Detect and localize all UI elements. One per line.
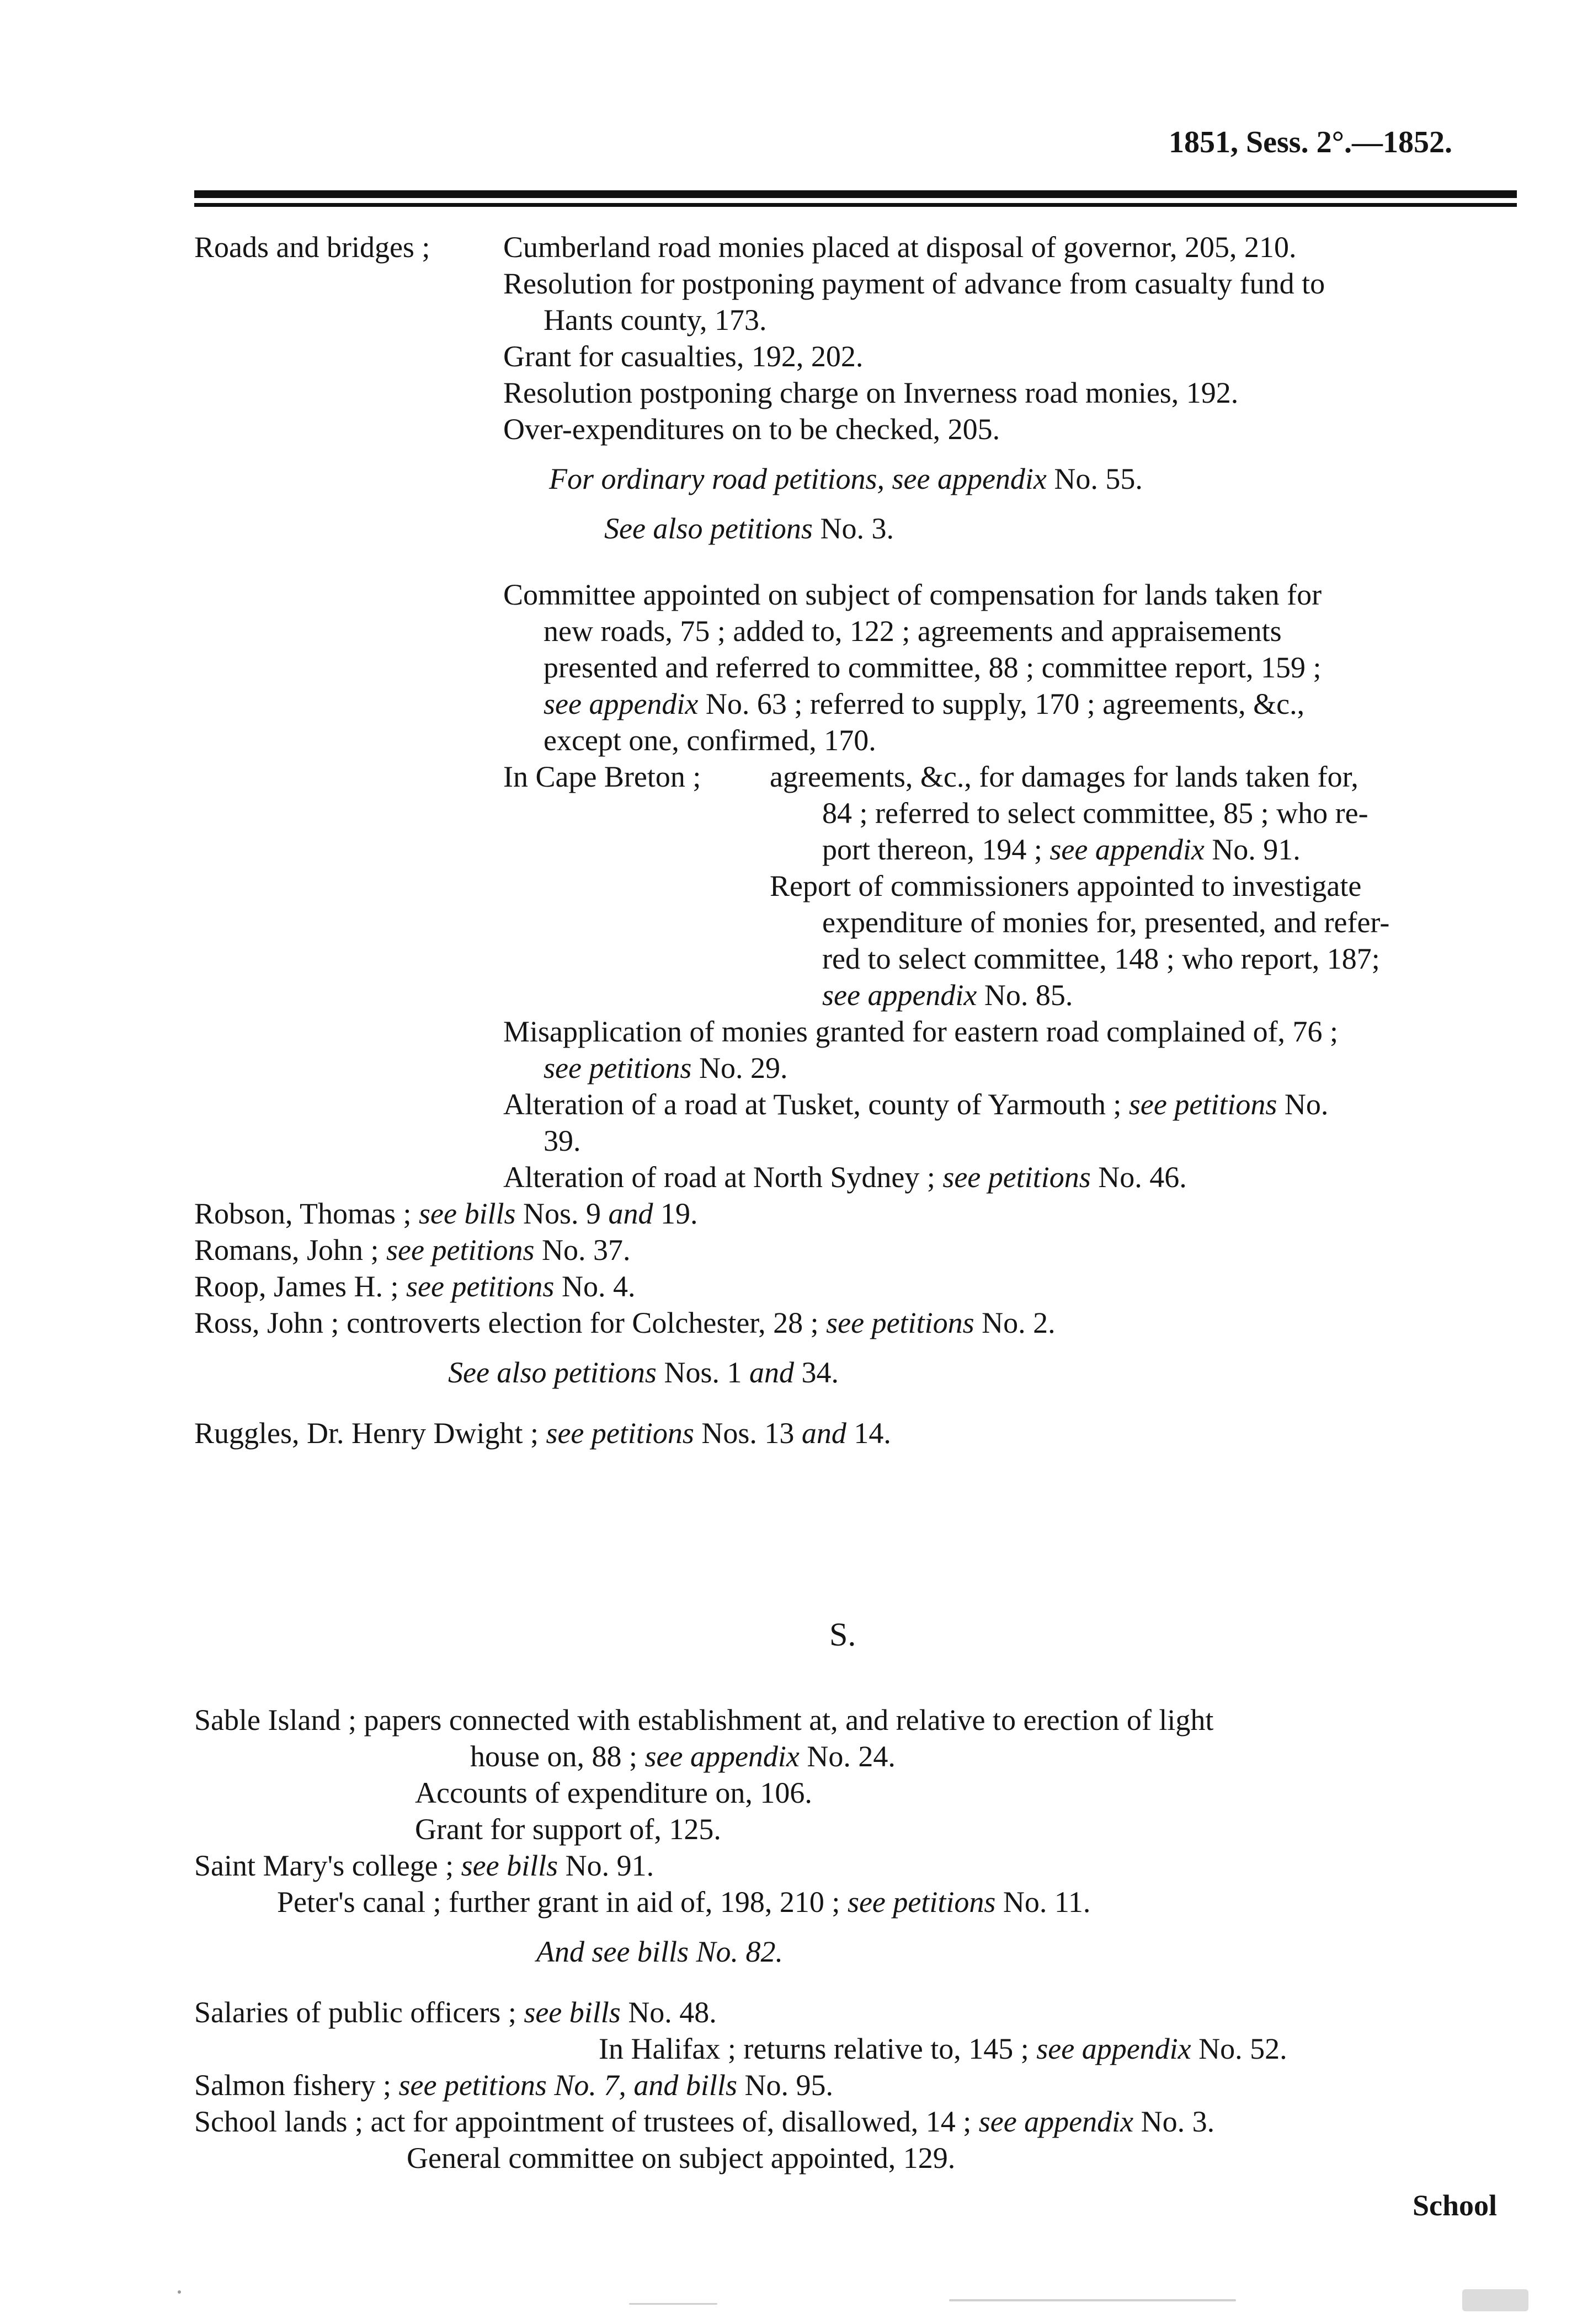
sable-l2-num: No. 24.: [799, 1740, 896, 1773]
entry-committee-l4: [544, 686, 1304, 722]
entry-resolution-inverness: Resolution postponing charge on Inverness road monies, 192.: [503, 376, 1239, 409]
romans-num: No. 37.: [534, 1233, 631, 1267]
entry-roads-heading: Roads and bridges ;: [194, 231, 430, 264]
entry-salaries: [194, 1994, 717, 2031]
entry-misapplication-l2: [544, 1050, 787, 1086]
ross-num: No. 2.: [974, 1306, 1056, 1339]
entry-general-committee: General committee on subject appointed, 129.: [407, 2141, 956, 2175]
ruggles-num2: 14.: [846, 1417, 891, 1450]
section-letter: S.: [829, 1616, 856, 1653]
north-sydney-italic: see petitions: [942, 1161, 1091, 1194]
entry-committee-l3: presented and referred to committee, 88 ; committee report, 159 ;: [544, 651, 1322, 684]
entry-salmon: [194, 2067, 833, 2103]
entry-ruggles: [194, 1415, 891, 1451]
entry-robson: [194, 1195, 698, 1232]
misapplication-l2-italic: see petitions: [544, 1051, 692, 1084]
roop-italic: see petitions: [406, 1270, 555, 1303]
ruggles-and: and: [801, 1417, 846, 1450]
entry-committee-l1: Committee appointed on subject of compensation for lands taken for: [503, 578, 1322, 611]
entry-cape-breton-r2: expenditure of monies for, presented, and refer-: [822, 906, 1390, 939]
ross-text: Ross, John ; controverts election for Colchester, 28 ;: [194, 1306, 827, 1339]
see-also-3-num: No. 3.: [812, 512, 894, 545]
entry-resolution-casualty: Resolution for postponing payment of advance from casualty fund to: [503, 267, 1325, 300]
robson-italic: see bills: [419, 1197, 516, 1230]
north-sydney-num: No. 46.: [1090, 1161, 1187, 1194]
salaries-num: No. 48.: [620, 1996, 717, 2029]
ordinary-petitions-num: No. 55.: [1046, 462, 1143, 495]
entry-peters-canal: [277, 1884, 1090, 1920]
ross-see-also-num: Nos. 1: [656, 1356, 749, 1389]
ruggles-text: Ruggles, Dr. Henry Dwight ;: [194, 1417, 546, 1450]
entry-cape-breton-r4: [822, 977, 1073, 1013]
entry-misapplication-l1: Misapplication of monies granted for eastern road complained of, 76 ;: [503, 1015, 1339, 1048]
robson-num: Nos. 9: [515, 1197, 609, 1230]
entry-cape-breton-l2: 84 ; referred to select committee, 85 ; who re-: [822, 797, 1368, 830]
scan-speck: [1462, 2289, 1528, 2311]
romans-italic: see petitions: [386, 1233, 535, 1267]
scan-speck: [629, 2303, 717, 2305]
robson-text: Robson, Thomas ;: [194, 1197, 419, 1230]
ross-see-also-and: and: [749, 1356, 794, 1389]
ruggles-italic: see petitions: [546, 1417, 694, 1450]
running-head: 1851, Sess. 2°.—1852.: [1169, 125, 1452, 159]
roop-text: Roop, James H. ;: [194, 1270, 406, 1303]
entry-saint-marys: [194, 1847, 654, 1884]
peters-canal-text: Peter's canal ; further grant in aid of, 198, 210 ;: [277, 1885, 848, 1919]
entry-cape-breton-l3: [822, 831, 1301, 868]
cape-breton-r4-num: No. 85.: [977, 979, 1073, 1012]
sable-l2-text: house on, 88 ;: [470, 1740, 645, 1773]
entry-sable-l1: Sable Island ; papers connected with establishment at, and relative to erection of light: [194, 1703, 1214, 1737]
north-sydney-text: Alteration of road at North Sydney ;: [503, 1161, 943, 1194]
entry-cape-breton-l1: agreements, &c., for damages for lands taken for,: [770, 760, 1358, 793]
entry-roop: [194, 1268, 635, 1305]
entry-committee-l2: new roads, 75 ; added to, 122 ; agreements and appraisements: [544, 615, 1282, 648]
entry-and-see-bills: And see bills No. 82.: [536, 1935, 783, 1968]
entry-sable-l4: Grant for support of, 125.: [415, 1813, 721, 1846]
salaries-text: Salaries of public officers ;: [194, 1996, 524, 2029]
salmon-num: No. 95.: [737, 2069, 833, 2102]
cape-breton-l3-italic: see appendix: [1049, 833, 1205, 866]
halifax-italic: see appendix: [1036, 2032, 1191, 2065]
tusket-l1-italic: see petitions: [1128, 1088, 1277, 1121]
entry-ordinary-petitions: [549, 461, 1143, 497]
tusket-l1-text: Alteration of a road at Tusket, county of Yarmouth ;: [503, 1088, 1129, 1121]
school-lands-text: School lands ; act for appointment of trustees of, disallowed, 14 ;: [194, 2105, 979, 2138]
entry-north-sydney: [503, 1159, 1187, 1195]
entry-romans: [194, 1232, 630, 1268]
robson-and: and: [608, 1197, 653, 1230]
tusket-l1-num: No.: [1277, 1088, 1329, 1121]
entry-grant-casualties: Grant for casualties, 192, 202.: [503, 340, 864, 373]
ross-see-also-num2: 34.: [793, 1356, 839, 1389]
robson-num2: 19.: [653, 1197, 698, 1230]
header-rule-thin: [194, 203, 1517, 207]
see-also-3-italic: See also petitions: [604, 512, 813, 545]
header-rule-thick: [194, 190, 1517, 198]
committee-l4-text: No. 63 ; referred to supply, 170 ; agreements, &c.,: [698, 687, 1305, 720]
halifax-text: In Halifax ; returns relative to, 145 ;: [599, 2032, 1037, 2065]
entry-over-expenditures: Over-expenditures on to be checked, 205.: [503, 413, 1000, 446]
saint-marys-text: Saint Mary's college ;: [194, 1849, 461, 1882]
committee-l4-italic: see appendix: [544, 687, 699, 720]
cape-breton-l3-num: No. 91.: [1204, 833, 1301, 866]
scan-speck: [178, 2290, 181, 2294]
entry-committee-l5: except one, confirmed, 170.: [544, 724, 876, 757]
entry-tusket-l1: [503, 1086, 1328, 1123]
school-lands-num: No. 3.: [1133, 2105, 1215, 2138]
entry-sable-l2: [470, 1738, 896, 1775]
entry-school-lands: [194, 2103, 1214, 2140]
catchword: School: [1413, 2189, 1498, 2222]
entry-cape-breton-r1: Report of commissioners appointed to investigate: [770, 869, 1362, 902]
entry-sable-l3: Accounts of expenditure on, 106.: [415, 1776, 812, 1809]
ordinary-petitions-italic: For ordinary road petitions, see appendix: [549, 462, 1047, 495]
peters-canal-num: No. 11.: [995, 1885, 1091, 1919]
entry-halifax: [599, 2031, 1287, 2067]
ross-see-also-italic: See also petitions: [448, 1356, 657, 1389]
sable-l2-italic: see appendix: [644, 1740, 800, 1773]
cape-breton-l3-text: port thereon, 194 ;: [822, 833, 1050, 866]
halifax-num: No. 52.: [1191, 2032, 1287, 2065]
ruggles-num: Nos. 13: [694, 1417, 802, 1450]
school-lands-italic: see appendix: [978, 2105, 1134, 2138]
entry-ross-see-also: [448, 1354, 839, 1391]
cape-breton-r4-italic: see appendix: [822, 979, 977, 1012]
scan-speck: [949, 2299, 1236, 2301]
salaries-italic: see bills: [524, 1996, 621, 2029]
entry-ross: [194, 1305, 1056, 1341]
entry-see-also-3: [604, 510, 894, 547]
misapplication-l2-num: No. 29.: [691, 1051, 788, 1084]
saint-marys-num: No. 91.: [558, 1849, 654, 1882]
saint-marys-italic: see bills: [461, 1849, 558, 1882]
entry-tusket-l2: 39.: [544, 1124, 581, 1157]
entry-cape-breton-label: In Cape Breton ;: [503, 760, 701, 793]
roop-num: No. 4.: [554, 1270, 636, 1303]
romans-text: Romans, John ;: [194, 1233, 387, 1267]
entry-resolution-casualty-cont: Hants county, 173.: [544, 303, 767, 336]
entry-cape-breton-r3: red to select committee, 148 ; who report, 187;: [822, 942, 1380, 975]
entry-cumberland: Cumberland road monies placed at disposal of governor, 205, 210.: [503, 231, 1297, 264]
salmon-italic: see petitions No. 7, and bills: [398, 2069, 737, 2102]
salmon-text: Salmon fishery ;: [194, 2069, 399, 2102]
ross-italic: see petitions: [826, 1306, 974, 1339]
peters-canal-italic: see petitions: [847, 1885, 996, 1919]
